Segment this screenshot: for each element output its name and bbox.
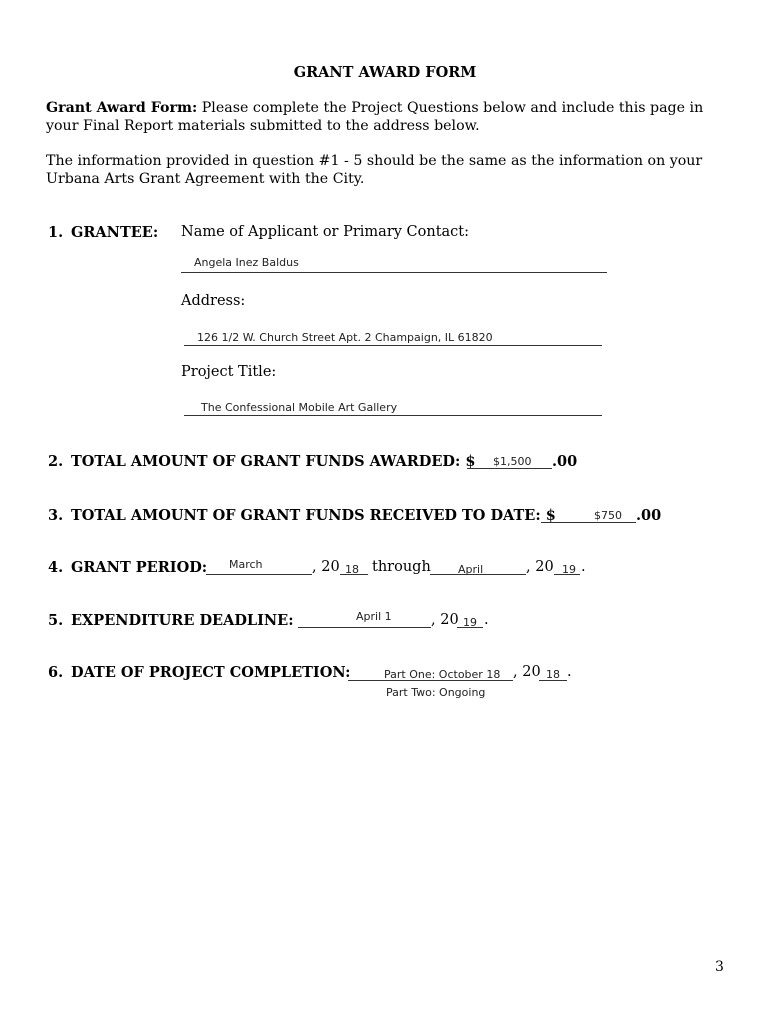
- intro-text: Please complete the Project Questions below and include this page in your Final Report materials submitted to the address below.: [46, 100, 704, 134]
- project-title-underline: [184, 415, 602, 416]
- q6-comma: , 20: [513, 664, 541, 680]
- q4-label: GRANT PERIOD:: [71, 559, 208, 576]
- q2-suffix: .00: [552, 453, 578, 470]
- q6-label: DATE OF PROJECT COMPLETION:: [71, 664, 351, 681]
- intro-bold-label: Grant Award Form:: [46, 100, 198, 116]
- q1-number: 1.: [48, 224, 64, 241]
- funds-received-field[interactable]: $750: [594, 509, 622, 522]
- q3-suffix: .00: [636, 507, 662, 524]
- end-year-field[interactable]: 19: [562, 563, 576, 576]
- page-number: 3: [715, 959, 724, 975]
- deadline-underline: [298, 627, 431, 628]
- q6-period: .: [567, 664, 572, 680]
- q4-comma-2: , 20: [526, 559, 554, 575]
- start-year-field[interactable]: 18: [345, 563, 359, 576]
- q4-comma-1: , 20: [312, 559, 340, 575]
- q6-number: 6.: [48, 664, 64, 681]
- deadline-year-field[interactable]: 19: [463, 616, 477, 629]
- completion-part-two-field[interactable]: Part Two: Ongoing: [386, 686, 486, 699]
- applicant-name-label: Name of Applicant or Primary Contact:: [181, 224, 470, 240]
- q2-underline: [467, 468, 552, 469]
- q1-label: GRANTEE:: [71, 224, 159, 241]
- applicant-name-underline: [181, 272, 607, 273]
- completion-year-field[interactable]: 18: [546, 668, 560, 681]
- address-label: Address:: [181, 293, 246, 309]
- address-underline: [184, 345, 602, 346]
- q3-underline: [541, 522, 636, 523]
- q5-label: EXPENDITURE DEADLINE:: [71, 612, 294, 629]
- start-month-underline: [206, 574, 312, 575]
- q4-period: .: [581, 559, 586, 575]
- grant-awarded-field[interactable]: $1,500: [493, 455, 532, 468]
- intro-paragraph: [46, 99, 736, 135]
- q4-number: 4.: [48, 559, 64, 576]
- address-field[interactable]: 126 1/2 W. Church Street Apt. 2 Champaign, IL 61820: [197, 331, 493, 344]
- q5-period: .: [484, 612, 489, 628]
- q5-number: 5.: [48, 612, 64, 629]
- through-label: through: [372, 559, 431, 575]
- end-month-field[interactable]: April: [458, 563, 484, 576]
- project-title-label: Project Title:: [181, 364, 277, 380]
- deadline-date-field[interactable]: April 1: [356, 610, 392, 623]
- applicant-name-field[interactable]: Angela Inez Baldus: [194, 256, 299, 269]
- info-paragraph: The information provided in question #1 - 5 should be the same as the information on your Urbana Arts Grant Agreement with the City.: [46, 153, 703, 187]
- completion-part-one-field[interactable]: Part One: October 18: [384, 668, 501, 681]
- q3-label: TOTAL AMOUNT OF GRANT FUNDS RECEIVED TO DATE: $: [71, 507, 556, 524]
- q5-comma: , 20: [431, 612, 459, 628]
- project-title-field[interactable]: The Confessional Mobile Art Gallery: [201, 401, 398, 414]
- q2-label: TOTAL AMOUNT OF GRANT FUNDS AWARDED: $: [71, 453, 476, 470]
- start-month-field[interactable]: March: [229, 558, 263, 571]
- q2-number: 2.: [48, 453, 64, 470]
- form-title: GRANT AWARD FORM: [293, 64, 477, 81]
- q3-number: 3.: [48, 507, 64, 524]
